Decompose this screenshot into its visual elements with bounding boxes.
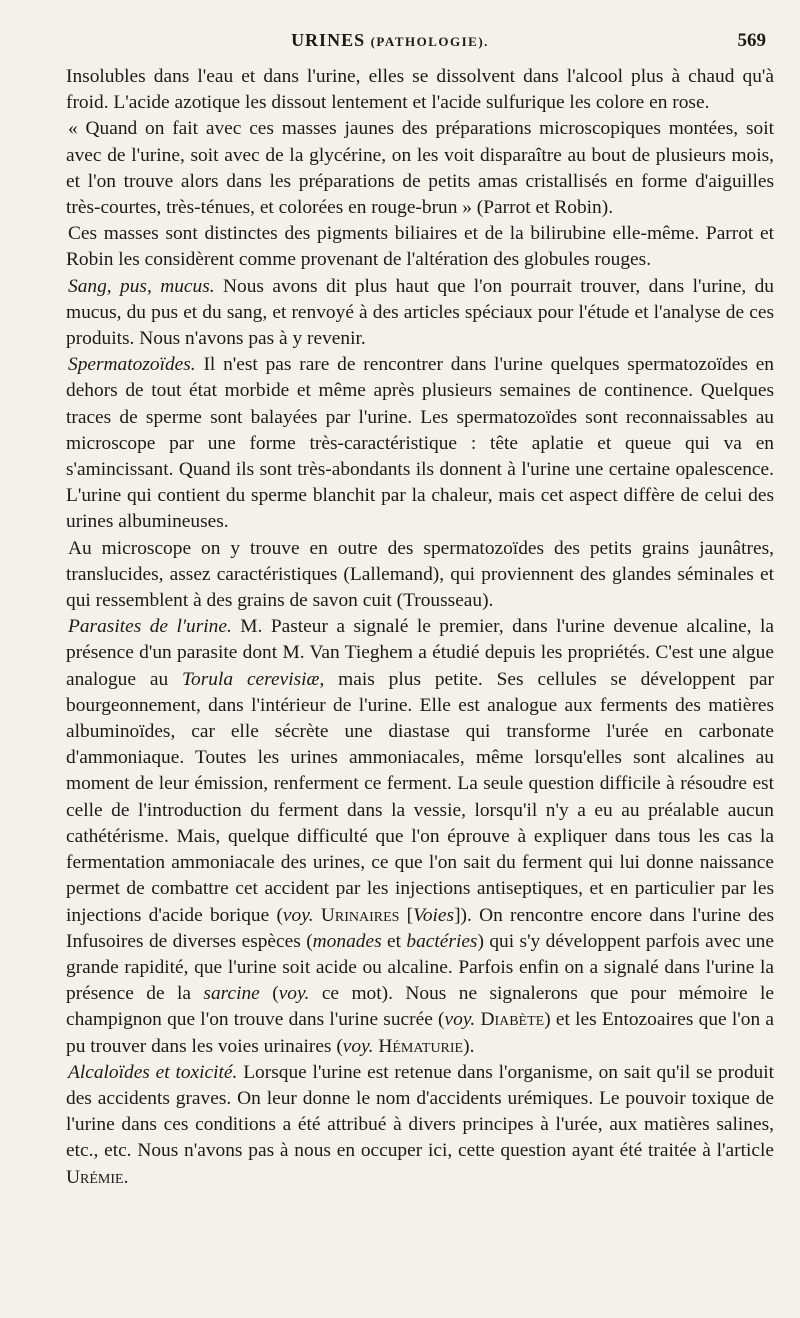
text-run: . bbox=[123, 1166, 129, 1188]
text-run: M. Pasteur a signalé le premier, dans l'urine devenue alcaline, la présence d'un parasite dont M. Van Tieghem a étudié depuis les propriétés. C'est une algue analogue au bbox=[66, 616, 774, 690]
italic-text: voy. bbox=[444, 1009, 476, 1031]
small-caps-text: Hématurie bbox=[378, 1035, 464, 1057]
text-run: « Quand on fait avec ces masses jaunes des préparations microscopiques montées, soit avec de l'urine, soit avec de la glycérine, on les voit disparaître au bout de plusieurs mois, et l'on trouve alors dans les préparations de petits amas cristallisés en forme d'aiguilles très-courtes, très-ténues, et colorées en rouge-brun » (Parrot et Robin). bbox=[66, 118, 774, 219]
italic-text: Sang, pus, mucus. bbox=[68, 275, 215, 297]
paragraph bbox=[66, 64, 774, 116]
paragraph bbox=[66, 116, 774, 221]
text-run: et bbox=[381, 930, 407, 952]
italic-text: voy. bbox=[282, 904, 314, 926]
text-run: Insolubles dans l'eau et dans l'urine, elles se dissolvent dans l'alcool plus à chaud qu'à froid. L'acide azotique les dissout lentement et l'acide sulfurique les colore en rose. bbox=[66, 66, 774, 114]
italic-text: Parasites de l'urine. bbox=[68, 616, 232, 638]
italic-text: Torula cerevisiæ bbox=[182, 668, 320, 690]
italic-text: monades bbox=[312, 930, 382, 952]
text-run: ]). On rencontre encore dans l'urine des Infusoires de diverses espèces ( bbox=[66, 904, 774, 952]
text-run: ( bbox=[259, 983, 279, 1005]
page-number: 569 bbox=[737, 30, 766, 51]
text-run bbox=[314, 905, 321, 926]
text-run: ). bbox=[463, 1035, 475, 1057]
text-run: Au microscope on y trouve en outre des spermatozoïdes des petits grains jaunâtres, translucides, assez caractéristiques (Lallemand), qui proviennent des glandes séminales et qui ressemblent à des grains de savon cuit (Trousseau). bbox=[66, 537, 774, 612]
running-head bbox=[66, 30, 714, 51]
page-header bbox=[66, 30, 774, 64]
small-caps-text: Diabète bbox=[480, 1009, 545, 1031]
text-run: [ bbox=[399, 904, 414, 926]
italic-text: Voies bbox=[413, 904, 455, 926]
running-head-title: URINES bbox=[291, 30, 366, 50]
text-run: Ces masses sont distinctes des pigments biliaires et de la bilirubine elle-même. Parrot et Robin les considèrent comme provenant de l'altération des globules rouges. bbox=[66, 223, 774, 271]
text-run: ) qui s'y développent parfois avec une grande rapidité, que l'urine soit acide ou alcaline. Parfois enfin on a signalé dans l'urine la présence de la bbox=[66, 930, 774, 1005]
italic-text: voy. bbox=[278, 983, 310, 1005]
italic-text: Spermatozoïdes. bbox=[68, 354, 196, 376]
paragraph bbox=[66, 614, 774, 1059]
text-run: ) et les Entozoaires que l'on a pu trouver dans les voies urinaires ( bbox=[66, 1009, 774, 1057]
text-run: ce mot). Nous ne signalerons que pour mémoire le champignon que l'on trouve dans l'urine sucrée ( bbox=[66, 983, 774, 1031]
text-run: Nous avons dit plus haut que l'on pourrait trouver, dans l'urine, du mucus, du pus et du sang, et renvoyé à des articles spéciaux pour l'étude et l'analyse de ces produits. Nous n'avons pas à y revenir. bbox=[66, 275, 774, 350]
small-caps-text: Urinaires bbox=[320, 904, 400, 926]
text-run: Lorsque l'urine est retenue dans l'organisme, on sait qu'il se produit des accidents graves. On leur donne le nom d'accidents urémiques. Le pouvoir toxique de l'urine dans ces conditions a été attribué à divers principes à l'urée, aux matières salines, etc., etc. Nous n'avons pas à nous en occuper ici, cette question ayant été traitée à l'article bbox=[66, 1061, 774, 1162]
italic-text: Alcaloïdes et toxicité. bbox=[68, 1061, 238, 1083]
paragraph bbox=[66, 221, 774, 273]
body-text bbox=[66, 64, 774, 1191]
paragraph bbox=[66, 536, 774, 615]
paragraph bbox=[66, 352, 774, 535]
paragraph bbox=[66, 1060, 774, 1191]
text-run: Il n'est pas rare de rencontrer dans l'urine quelques spermatozoïdes en dehors de tout état morbide et même après plusieurs semaines de continence. Quelques traces de sperme sont balayées par l'urine. Les spermatozoïdes sont reconnaissables au microscope par une forme très-caractéristique : tête aplatie et queue qui va en s'amincissant. Quand ils sont très-abondants ils donnent à l'urine une certaine opalescence. L'urine qui contient du sperme blanchit par la chaleur, mais cet aspect diffère de celui des urines albumineuses. bbox=[66, 354, 774, 533]
italic-text: voy. bbox=[342, 1035, 374, 1057]
paragraph bbox=[66, 274, 774, 353]
small-caps-text: Urémie bbox=[66, 1166, 124, 1188]
italic-text: sarcine bbox=[203, 983, 260, 1005]
text-run: , mais plus petite. Ses cellules se développent par bourgeonnement, dans l'intérieur de l'urine. Elle est analogue aux ferments des matières albuminoïdes, car elle sécrète une diastase qui transforme l'urée en carbonate d'ammoniaque. Toutes les urines ammoniacales, même lorsqu'elles sont alcalines au moment de leur émission, renferment ce ferment. La seule question difficile à résoudre est celle de l'introduction du ferment dans la vessie, lorsqu'il n'y a eu au préalable aucun cathétérisme. Mais, quelque difficulté que l'on éprouve à expliquer dans tous les cas la fermentation ammoniacale des urines, ce que l'on sait du ferment qui lui donne naissance permet de combattre cet accident par les injections antiseptiques, et en particulier par les injections d'acide borique ( bbox=[66, 668, 774, 926]
running-head-subtitle: (PATHOLOGIE). bbox=[370, 34, 489, 49]
italic-text: bactéries bbox=[406, 930, 478, 952]
